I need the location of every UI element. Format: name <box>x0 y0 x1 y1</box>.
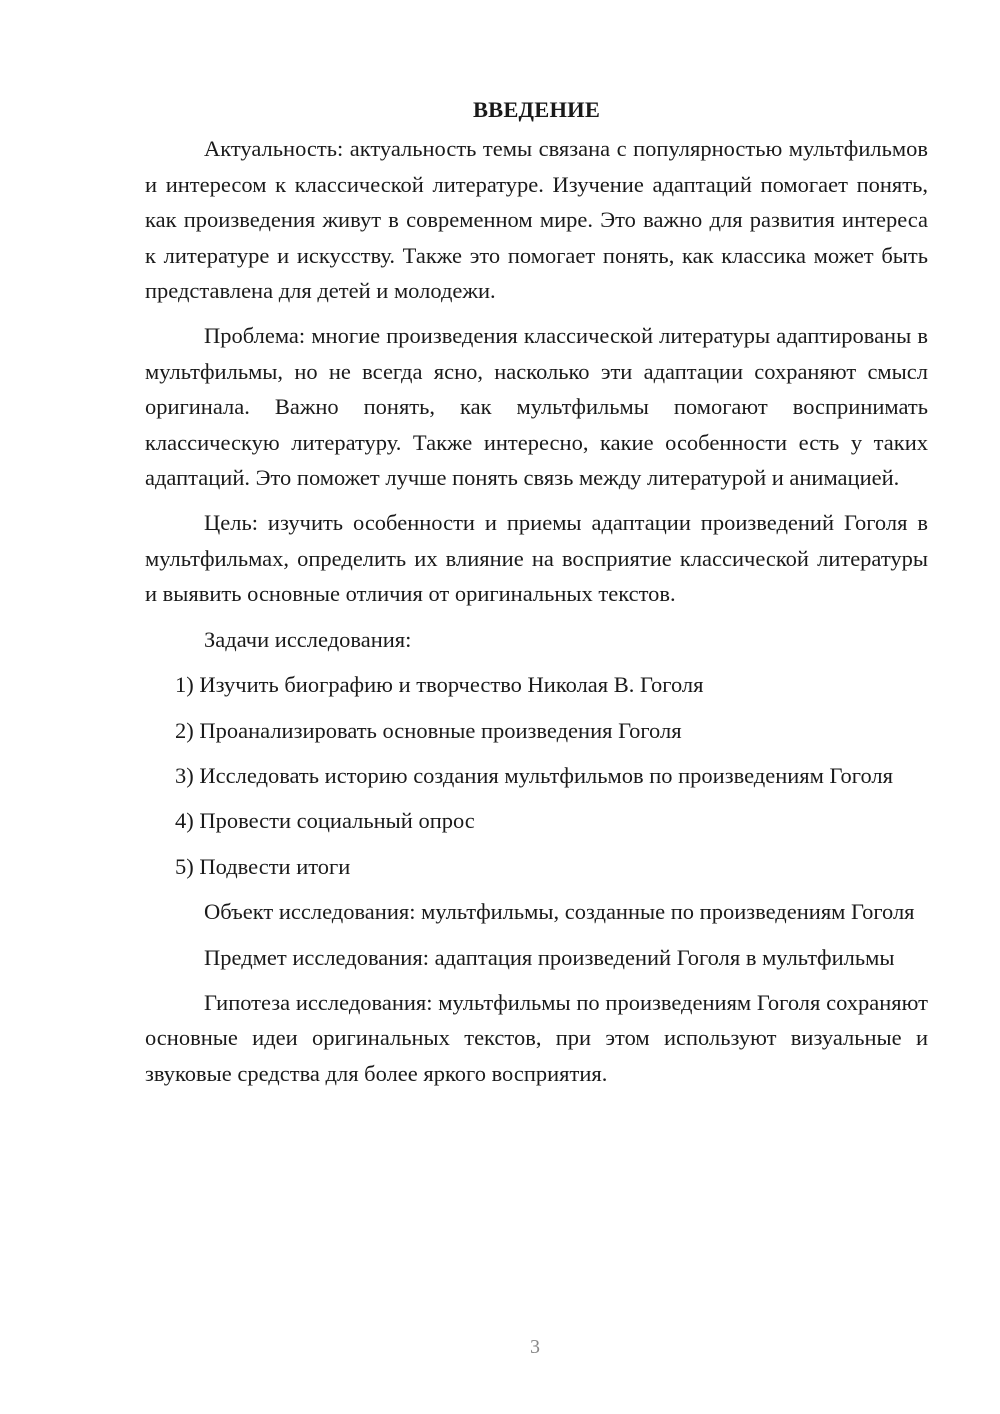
tasks-heading: Задачи исследования: <box>204 626 412 652</box>
page-number: 3 <box>530 1336 540 1358</box>
tasks-list <box>145 667 928 884</box>
task-item-4: 4) Провести социальный опрос <box>175 808 475 834</box>
task-item-3: 3) Исследовать историю создания мультфильмов по произведениям Гоголя <box>175 762 893 788</box>
page-content <box>145 92 928 1101</box>
task-item-5: 5) Подвести итоги <box>175 853 351 879</box>
goal-paragraph: Цель: изучить особенности и приемы адаптации произведений Гоголя в мультфильмах, определить их влияние на восприятие классической литературы и выявить основные отличия от оригинальных текстов. <box>145 510 928 607</box>
hypothesis-paragraph: Гипотеза исследования: мультфильмы по произведениям Гоголя сохраняют основные идеи оригинальных текстов, при этом используют визуальные и звуковые средства для более яркого восприятия. <box>145 989 928 1086</box>
subject-paragraph: Предмет исследования: адаптация произведений Гоголя в мультфильмы <box>204 944 895 970</box>
problem-paragraph: Проблема: многие произведения классической литературы адаптированы в мультфильмы, но не всегда ясно, насколько эти адаптации сохраняют смысл оригинала. Важно понять, как мультфильмы помогают воспринимать классическую литературу. Также интересно, какие особенности есть у таких адаптаций. Это поможет лучше понять связь между литературой и анимацией. <box>145 323 928 491</box>
page-title: ВВЕДЕНИЕ <box>472 97 601 122</box>
object-paragraph: Объект исследования: мультфильмы, созданные по произведениям Гоголя <box>204 899 915 925</box>
relevance-paragraph: Актуальность: актуальность темы связана с популярностью мультфильмов и интересом к классической литературе. Изучение адаптаций помогает понять, как произведения живут в современном мире. Это важно для развития интереса к литературе и искусству. Также это помогает понять, как классика может быть представлена для детей и молодежи. <box>145 136 928 304</box>
task-item-1: 1) Изучить биографию и творчество Николая В. Гоголя <box>175 672 704 698</box>
task-item-2: 2) Проанализировать основные произведения Гоголя <box>175 717 682 743</box>
